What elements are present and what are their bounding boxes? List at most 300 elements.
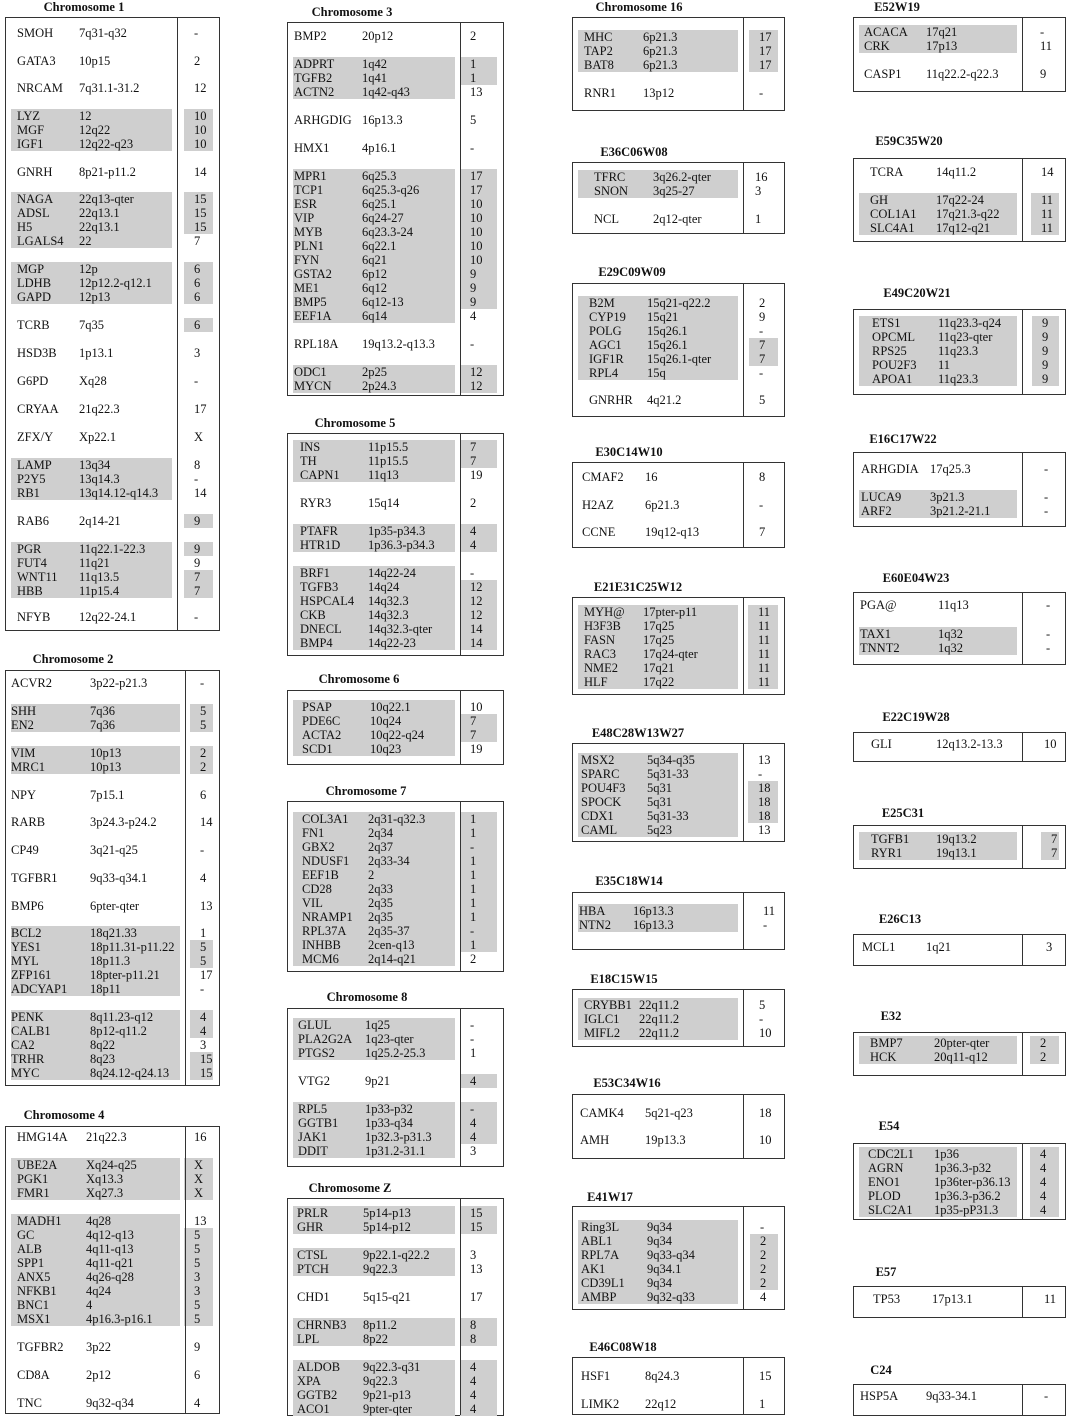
column-divider [743, 1095, 744, 1158]
table-row [288, 57, 503, 71]
table-row [6, 1066, 219, 1080]
chromosome-band: 5q15-q21 [363, 1290, 411, 1304]
chicken-chromosome: 4 [200, 1024, 207, 1038]
table-row [288, 1046, 503, 1060]
table-row [6, 899, 219, 913]
chromosome-band: 5q34-q35 [647, 753, 695, 767]
table-row [573, 393, 784, 407]
chicken-chromosome: 13 [758, 823, 771, 837]
table-title-c24: C24 [870, 1363, 892, 1377]
chicken-chromosome: 9 [1042, 372, 1049, 386]
gene-symbol: NCL [594, 212, 619, 226]
gene-symbol: CDC2L1 [868, 1147, 914, 1161]
chromosome-band: 12q22-24.1 [79, 610, 137, 624]
chromosome-band: 9q32-q34 [86, 1396, 134, 1410]
chicken-chromosome: 14 [194, 486, 207, 500]
chromosome-band: 18p11.3 [90, 954, 131, 968]
chromosome-band: 6q25.1 [362, 197, 397, 211]
chromosome-band: 20p12 [362, 29, 394, 43]
chicken-chromosome: 11 [758, 647, 771, 661]
chicken-chromosome: 17 [194, 402, 207, 416]
gene-symbol: LYZ [17, 109, 41, 123]
table-row [854, 25, 1065, 39]
table-row [288, 1332, 503, 1346]
chicken-chromosome: 4 [470, 1360, 477, 1374]
table-row [288, 1360, 503, 1374]
gene-table-e53c34w16 [572, 1094, 785, 1159]
gene-symbol: APOA1 [872, 372, 913, 386]
gene-symbol: ODC1 [294, 365, 327, 379]
chicken-chromosome: 9 [759, 310, 766, 324]
chromosome-band: 12q22-q23 [79, 137, 134, 151]
table-title-e36c06w08: E36C06W08 [600, 145, 668, 159]
chicken-chromosome: 11 [1041, 207, 1054, 221]
table-row [573, 170, 784, 184]
chicken-chromosome: - [194, 26, 199, 40]
gene-symbol: TCRA [870, 165, 904, 179]
chromosome-band: 22q11.2 [639, 1012, 680, 1026]
chromosome-band: 16 [645, 470, 658, 484]
gene-symbol: CAMK4 [580, 1106, 624, 1120]
chromosome-band: 7p15.1 [90, 788, 125, 802]
gene-table-e48c28w13w27 [572, 743, 785, 842]
gene-symbol: H3F3B [584, 619, 621, 633]
chromosome-band: 4q21.2 [647, 393, 682, 407]
chromosome-band: 10q24 [370, 714, 402, 728]
chicken-chromosome: 7 [759, 352, 766, 366]
table-row [573, 58, 784, 72]
chicken-chromosome: 6 [194, 290, 201, 304]
gene-symbol: RB1 [17, 486, 40, 500]
chicken-chromosome: 5 [194, 1312, 201, 1326]
table-row [573, 30, 784, 44]
chromosome-band: 8p21-p11.2 [79, 165, 136, 179]
gene-symbol: HLF [584, 675, 608, 689]
table-row [6, 570, 219, 584]
chicken-chromosome: - [759, 366, 764, 380]
chromosome-band: 17q22 [643, 675, 675, 689]
table-row [288, 1318, 503, 1332]
chromosome-band: 4q11-q21 [86, 1256, 134, 1270]
chicken-chromosome: 9 [1042, 344, 1049, 358]
chromosome-band: 7q35 [79, 318, 104, 332]
gene-symbol: VIL [302, 896, 323, 910]
chromosome-band: 2q34 [368, 826, 393, 840]
table-row [6, 109, 219, 123]
chicken-chromosome: - [194, 610, 199, 624]
chromosome-band: 3q21-q25 [90, 843, 138, 857]
chicken-chromosome: 6 [194, 318, 201, 332]
table-row [288, 952, 503, 966]
chromosome-band: 6q12-13 [362, 295, 404, 309]
chicken-chromosome: 4 [470, 1374, 477, 1388]
chicken-chromosome: 1 [470, 826, 477, 840]
gene-symbol: ADSL [17, 206, 50, 220]
chromosome-band: 19p13.3 [645, 1133, 686, 1147]
table-row [288, 365, 503, 379]
chromosome-band: Xq13.3 [86, 1172, 124, 1186]
table-title-e30c14w10: E30C14W10 [595, 445, 663, 459]
gene-symbol: MYCN [294, 379, 332, 393]
table-row [288, 1130, 503, 1144]
table-row [854, 207, 1065, 221]
gene-symbol: PLN1 [294, 239, 324, 253]
table-row [6, 486, 219, 500]
gene-symbol: RPL4 [589, 366, 619, 380]
table-row [854, 1175, 1065, 1189]
chicken-chromosome: 7 [470, 440, 477, 454]
chromosome-band: 21q22.3 [86, 1130, 127, 1144]
chicken-chromosome: - [760, 1220, 765, 1234]
gene-symbol: SPP1 [17, 1256, 45, 1270]
gene-symbol: ADCYAP1 [11, 982, 68, 996]
chicken-chromosome: 16 [755, 170, 768, 184]
table-row [288, 594, 503, 608]
gene-table-chromosome-8 [287, 1008, 504, 1167]
chromosome-band: Xp22.1 [79, 430, 117, 444]
chromosome-band: 8q24.3 [645, 1369, 680, 1383]
table-row [288, 267, 503, 281]
gene-symbol: PGR [17, 542, 42, 556]
table-row [573, 647, 784, 661]
gene-symbol: NRCAM [17, 81, 63, 95]
table-row [6, 1284, 219, 1298]
chromosome-band: 9q32-q33 [647, 1290, 695, 1304]
chicken-chromosome: 2 [760, 1262, 767, 1276]
chicken-chromosome: - [200, 676, 205, 690]
table-row [854, 316, 1065, 330]
chromosome-band: 15q26.1 [647, 324, 688, 338]
chromosome-band: 9q33-34.1 [926, 1389, 978, 1403]
table-row [573, 324, 784, 338]
gene-symbol: PLA2G2A [298, 1032, 353, 1046]
chicken-chromosome: 6 [200, 788, 207, 802]
chicken-chromosome: 18 [759, 1106, 772, 1120]
chicken-chromosome: 7 [470, 714, 477, 728]
gene-table-e29c09w09 [572, 283, 785, 417]
gene-symbol: MSX2 [581, 753, 615, 767]
chromosome-band: 14q32.3 [368, 594, 409, 608]
gene-symbol: CCNE [582, 525, 616, 539]
chicken-chromosome: 3 [470, 1248, 477, 1262]
chicken-chromosome: 1 [470, 868, 477, 882]
gene-table-e26c13 [853, 934, 1066, 966]
chicken-chromosome: 5 [759, 998, 766, 1012]
table-row [288, 141, 503, 155]
chicken-chromosome: 11 [758, 661, 771, 675]
table-row [573, 212, 784, 226]
table-row [854, 1292, 1065, 1306]
chicken-chromosome: 15 [194, 206, 207, 220]
table-row [573, 1012, 784, 1026]
table-title-e59c35w20: E59C35W20 [875, 134, 943, 148]
chicken-chromosome: 2 [194, 54, 201, 68]
gene-symbol: TGFB3 [300, 580, 339, 594]
gene-symbol: POU2F3 [872, 358, 917, 372]
table-row [6, 1158, 219, 1172]
gene-symbol: NAGA [17, 192, 54, 206]
gene-symbol: GNRH [17, 165, 53, 179]
table-row [288, 1290, 503, 1304]
gene-symbol: CP49 [11, 843, 39, 857]
chromosome-band: 22q13.1 [79, 206, 120, 220]
chicken-chromosome: 5 [759, 393, 766, 407]
table-title-chromosome-6: Chromosome 6 [318, 672, 400, 686]
table-title-chromosome-3: Chromosome 3 [311, 5, 393, 19]
gene-symbol: CD39L1 [581, 1276, 625, 1290]
gene-symbol: AMH [580, 1133, 610, 1147]
table-row [288, 826, 503, 840]
gene-symbol: VIP [294, 211, 315, 225]
table-title-e16c17w22: E16C17W22 [869, 432, 937, 446]
table-title-chromosome-8: Chromosome 8 [326, 990, 408, 1004]
chicken-chromosome: 1 [470, 812, 477, 826]
table-row [6, 584, 219, 598]
gene-symbol: SNON [594, 184, 629, 198]
gene-symbol: CD8A [17, 1368, 50, 1382]
table-row [573, 781, 784, 795]
chromosome-band: 3p22-p21.3 [90, 676, 148, 690]
gene-table-e16c17w22 [853, 452, 1066, 527]
table-row [288, 454, 503, 468]
table-row [6, 374, 219, 388]
chicken-chromosome: 13 [758, 753, 771, 767]
chicken-chromosome: 4 [194, 1396, 201, 1410]
chicken-chromosome: 12 [470, 365, 483, 379]
gene-symbol: PTAFR [300, 524, 338, 538]
chromosome-band: 2q37 [368, 840, 393, 854]
table-row [288, 1116, 503, 1130]
chromosome-band: 19q12-q13 [645, 525, 700, 539]
gene-symbol: OPCML [872, 330, 916, 344]
table-row [288, 85, 503, 99]
chicken-chromosome: 10 [470, 239, 483, 253]
gene-symbol: MYL [11, 954, 39, 968]
gene-symbol: SLC2A1 [868, 1203, 913, 1217]
table-row [573, 823, 784, 837]
gene-symbol: ENO1 [868, 1175, 900, 1189]
table-row [288, 337, 503, 351]
gene-symbol: RPL18A [294, 337, 339, 351]
table-row [6, 234, 219, 248]
chicken-chromosome: - [470, 1102, 475, 1116]
chromosome-band: 9q22.3-q31 [363, 1360, 421, 1374]
table-row [6, 542, 219, 556]
table-row [288, 700, 503, 714]
table-title-e25c31: E25C31 [881, 806, 925, 820]
gene-symbol: YES1 [11, 940, 41, 954]
table-row [573, 1369, 784, 1383]
gene-symbol: IGF1R [589, 352, 624, 366]
table-row [6, 123, 219, 137]
chicken-chromosome: 12 [470, 594, 483, 608]
gene-symbol: G6PD [17, 374, 49, 388]
table-row [6, 472, 219, 486]
chromosome-band: 1q23-qter [365, 1032, 414, 1046]
gene-symbol: TAP2 [584, 44, 613, 58]
chromosome-band: 20q11-q12 [934, 1050, 988, 1064]
chicken-chromosome: - [758, 767, 763, 781]
table-row [573, 310, 784, 324]
chicken-chromosome: 4 [470, 1074, 477, 1088]
chicken-chromosome: 7 [194, 584, 201, 598]
chromosome-band: 4q12-q13 [86, 1228, 134, 1242]
chromosome-band: 9q22.3 [363, 1262, 398, 1276]
table-row [288, 71, 503, 85]
chromosome-band: 6q14 [362, 309, 387, 323]
gene-symbol: CALB1 [11, 1024, 51, 1038]
gene-table-e60e04w23 [853, 592, 1066, 665]
table-row [6, 788, 219, 802]
chicken-chromosome: 1 [470, 71, 477, 85]
table-row [573, 904, 784, 918]
chicken-chromosome: 5 [194, 1228, 201, 1242]
chromosome-band: 1q32 [938, 627, 963, 641]
table-row [854, 344, 1065, 358]
chicken-chromosome: - [470, 1032, 475, 1046]
gene-symbol: HSPCAL4 [300, 594, 355, 608]
table-row [288, 910, 503, 924]
chromosome-band: 9p21 [365, 1074, 390, 1088]
gene-symbol: SCD1 [302, 742, 333, 756]
table-row [6, 815, 219, 829]
gene-symbol: TCRB [17, 318, 50, 332]
chicken-chromosome: 4 [1040, 1203, 1047, 1217]
table-title-e60e04w23: E60E04W23 [882, 571, 950, 585]
gene-table-e25c31 [853, 825, 1066, 869]
chromosome-band: 8p11.2 [363, 1318, 397, 1332]
gene-symbol: RPL37A [302, 924, 347, 938]
chicken-chromosome: 7 [759, 338, 766, 352]
chicken-chromosome: 2 [760, 1234, 767, 1248]
table-row [288, 197, 503, 211]
table-title-chromosome-1: Chromosome 1 [43, 0, 125, 14]
gene-symbol: INS [300, 440, 321, 454]
chicken-chromosome: - [470, 840, 475, 854]
chicken-chromosome: 10 [470, 211, 483, 225]
chicken-chromosome: 18 [758, 781, 771, 795]
chromosome-band: 1q25 [365, 1018, 390, 1032]
table-row [288, 840, 503, 854]
table-row [6, 610, 219, 624]
gene-symbol: MYB [294, 225, 323, 239]
table-title-e49c20w21: E49C20W21 [883, 286, 951, 300]
chromosome-band: 15q [647, 366, 666, 380]
chicken-chromosome: 3 [194, 1270, 201, 1284]
gene-symbol: FASN [584, 633, 616, 647]
chicken-chromosome: 2 [1040, 1036, 1047, 1050]
gene-table-e46c08w18 [572, 1357, 785, 1415]
chromosome-band: 6q12 [362, 281, 387, 295]
chromosome-band: 11q22.2-q22.3 [926, 67, 999, 81]
chromosome-band: 11q13 [938, 598, 969, 612]
gene-table-chromosome-6 [287, 690, 504, 765]
table-row [6, 1010, 219, 1024]
chromosome-band: 17p13 [926, 39, 958, 53]
chromosome-band: 19q13.2 [936, 832, 977, 846]
gene-symbol: VTG2 [298, 1074, 330, 1088]
gene-symbol: BAT8 [584, 58, 614, 72]
table-row [573, 1397, 784, 1411]
chicken-chromosome: 11 [758, 633, 771, 647]
chromosome-band: 6p21.3 [643, 58, 678, 72]
chicken-chromosome: 7 [470, 728, 477, 742]
table-row [288, 854, 503, 868]
gene-symbol: PENK [11, 1010, 44, 1024]
chicken-chromosome: 14 [470, 622, 483, 636]
chromosome-band: 6q21 [362, 253, 387, 267]
table-row [288, 113, 503, 127]
table-row [6, 318, 219, 332]
chromosome-band: 10q22-q24 [370, 728, 425, 742]
table-row [573, 1220, 784, 1234]
table-row [573, 498, 784, 512]
chicken-chromosome: 9 [194, 514, 201, 528]
table-row [6, 954, 219, 968]
gene-symbol: CHRNB3 [297, 1318, 347, 1332]
chicken-chromosome: - [763, 918, 768, 932]
table-row [854, 1161, 1065, 1175]
table-row [854, 940, 1065, 954]
gene-symbol: ARHGDIG [294, 113, 352, 127]
chromosome-band: 1p13.1 [79, 346, 114, 360]
gene-symbol: MHC [584, 30, 613, 44]
table-row [288, 183, 503, 197]
gene-symbol: ACACA [864, 25, 908, 39]
chicken-chromosome: 1 [470, 910, 477, 924]
table-row [854, 1189, 1065, 1203]
table-row [6, 346, 219, 360]
table-row [6, 704, 219, 718]
chicken-chromosome: 1 [200, 926, 207, 940]
table-row [6, 290, 219, 304]
gene-symbol: GGTB2 [297, 1388, 338, 1402]
chicken-chromosome: 4 [200, 1010, 207, 1024]
gene-symbol: NPY [11, 788, 37, 802]
chicken-chromosome: 7 [1051, 846, 1058, 860]
chromosome-band: 1p33-p32 [365, 1102, 413, 1116]
chicken-chromosome: 5 [194, 1298, 201, 1312]
gene-symbol: NFYB [17, 610, 51, 624]
chicken-chromosome: 1 [470, 896, 477, 910]
chromosome-band: 2q31-q32.3 [368, 812, 426, 826]
gene-symbol: TGFB1 [871, 832, 910, 846]
chicken-chromosome: 14 [200, 815, 213, 829]
gene-symbol: HMG14A [17, 1130, 68, 1144]
chromosome-band: 18pter-p11.21 [90, 968, 160, 982]
table-row [573, 1290, 784, 1304]
chromosome-band: 14q32.3-qter [368, 622, 433, 636]
table-row [6, 871, 219, 885]
gene-symbol: GATA3 [17, 54, 56, 68]
table-row [854, 358, 1065, 372]
chromosome-band: 2q33 [368, 882, 393, 896]
table-title-e53c34w16: E53C34W16 [593, 1076, 661, 1090]
table-row [288, 938, 503, 952]
table-title-e22c19w28: E22C19W28 [882, 710, 950, 724]
table-row [573, 296, 784, 310]
chromosome-band: 22 [79, 234, 92, 248]
gene-symbol: IGLC1 [584, 1012, 620, 1026]
table-row [573, 366, 784, 380]
chicken-chromosome: 9 [1042, 330, 1049, 344]
chicken-chromosome: 10 [759, 1026, 772, 1040]
table-row [573, 352, 784, 366]
chicken-chromosome: 14 [470, 636, 483, 650]
chromosome-band: 1p32.3-p31.3 [365, 1130, 432, 1144]
table-row [6, 1270, 219, 1284]
chicken-chromosome: 9 [470, 295, 477, 309]
